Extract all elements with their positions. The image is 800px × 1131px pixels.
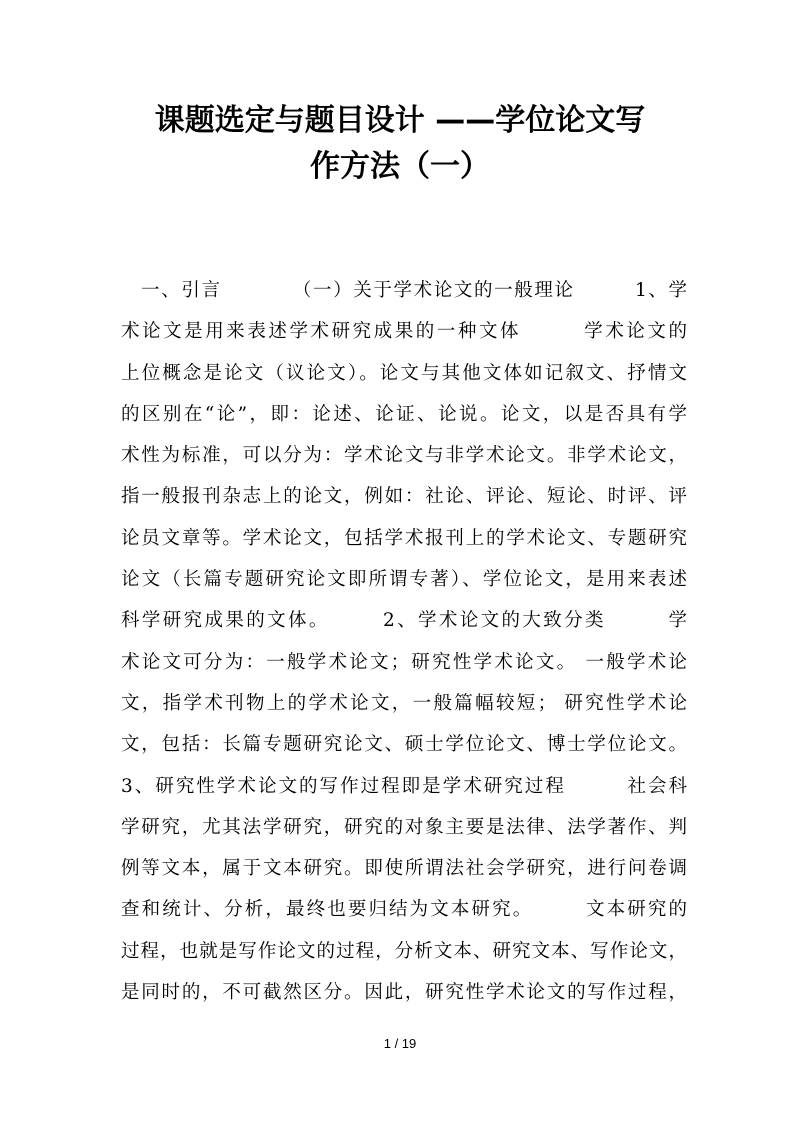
body-line: 术论文可分为：一般学术论文；研究性学术论文。 一般学术论 (121, 651, 687, 673)
body-line: 文，包括：长篇专题研究论文、硕士学位论文、博士学位论文。 (121, 734, 687, 756)
body-line: 过程，也就是写作论文的过程，分析文本、研究文本、写作论文， (121, 940, 687, 962)
page-indicator: 1 / 19 (383, 1036, 417, 1051)
body-line: 术性为标准，可以分为：学术论文与非学术论文。非学术论文， (121, 445, 687, 467)
body-line: 科学研究成果的文体。 2、学术论文的大致分类 学 (121, 610, 687, 632)
title-line-2: 作方法（一） (310, 149, 490, 184)
title-line-1: 课题选定与题目设计 ——学位论文写 (154, 103, 646, 138)
body-line: 是同时的，不可截然区分。因此，研究性学术论文的写作过程， (121, 982, 687, 1004)
document-title (100, 98, 700, 190)
body-line: 查和统计、分析，最终也要归结为文本研究。 文本研究的 (121, 899, 687, 921)
body-line: 3、研究性学术论文的写作过程即是学术研究过程 社会科 (121, 775, 687, 797)
body-line: 学研究，尤其法学研究，研究的对象主要是法律、法学著作、判 (121, 816, 687, 838)
body-line: 术论文是用来表述学术研究成果的一种文体 学术论文的 (121, 321, 687, 343)
body-paragraph (121, 270, 687, 1013)
body-line: 上位概念是论文（议论文）。论文与其他文体如记叙文、抒情文 (121, 362, 687, 384)
body-line: 指一般报刊杂志上的论文，例如：社论、评论、短论、时评、评 (121, 486, 687, 508)
body-line: 文，指学术刊物上的学术论文，一般篇幅较短； 研究性学术论 (121, 692, 687, 714)
body-line: 一、引言 （一）关于学术论文的一般理论 1、学 (121, 280, 687, 301)
body-line: 例等文本，属于文本研究。即使所谓法社会学研究，进行问卷调 (121, 858, 687, 880)
body-line: 论文（长篇专题研究论文即所谓专著）、学位论文，是用来表述 (121, 569, 687, 591)
body-line: 的区别在“论”，即：论述、论证、论说。论文，以是否具有学 (121, 403, 687, 425)
body-line: 论员文章等。学术论文，包括学术报刊上的学术论文、专题研究 (121, 527, 687, 549)
